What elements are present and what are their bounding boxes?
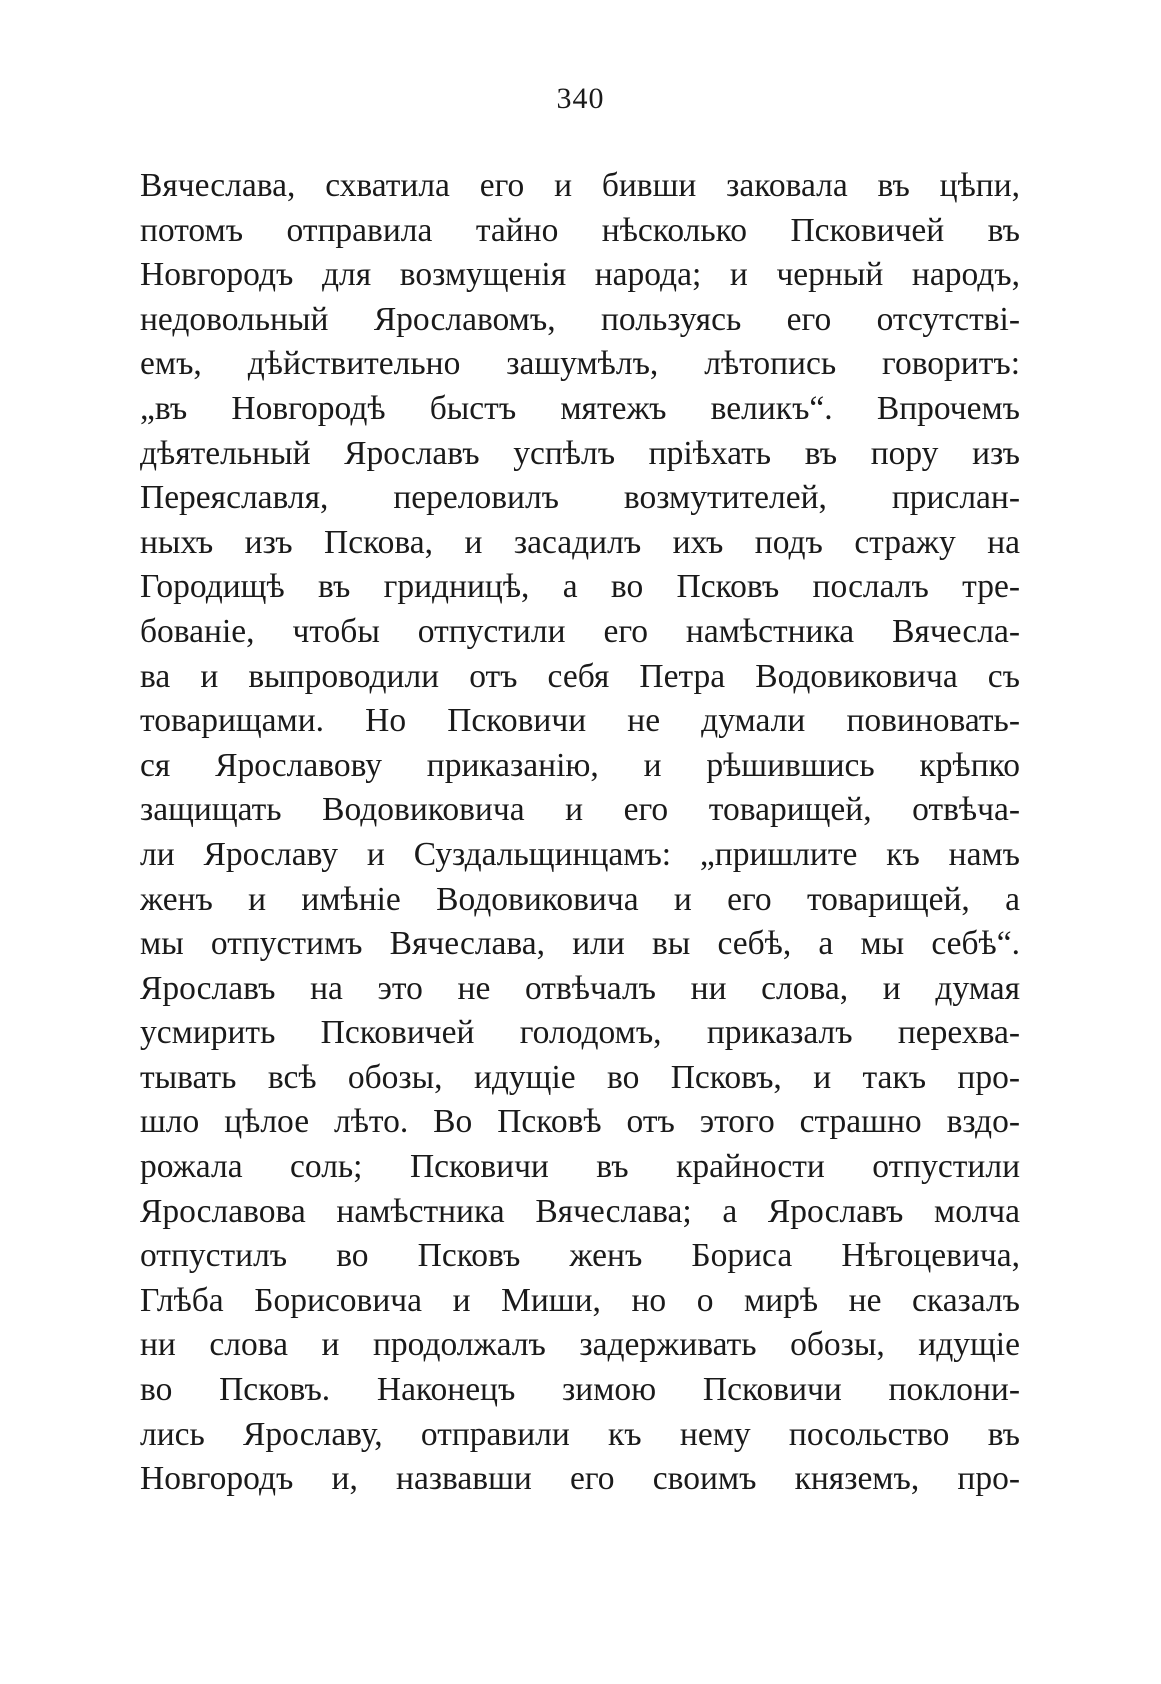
text-line: Ярославъ на это не отвѣчалъ ни слова, и думая: [140, 969, 1020, 1007]
page-number: 340: [556, 82, 605, 115]
text-line: недовольный Ярославомъ, пользуясь его отсутствi-: [140, 300, 1020, 338]
text-line: ныхъ изъ Пскова, и засадилъ ихъ подъ стражу на: [140, 523, 1020, 561]
text-line: женъ и имѣнiе Водовиковича и его товарищей, а: [140, 880, 1020, 918]
text-line: во Псковъ. Наконецъ зимою Псковичи поклони-: [140, 1371, 1020, 1409]
text-line: бованiе, чтобы отпустили его намѣстника Вячесла-: [140, 612, 1020, 650]
text-line: Городищѣ въ гридницѣ, а во Псковъ послалъ тре-: [140, 568, 1020, 606]
text-line: Глѣба Борисовича и Миши, но о мирѣ не сказалъ: [140, 1281, 1020, 1319]
text-line: потомъ отправила тайно нѣсколько Псковичей въ: [140, 211, 1020, 249]
text-line: ли Ярославу и Суздальщинцамъ: „пришлите къ намъ: [140, 835, 1020, 873]
text-line: рожала соль; Псковичи въ крайности отпустили: [140, 1148, 1020, 1186]
text-line: отпустилъ во Псковъ женъ Бориса Нѣгоцевича,: [140, 1237, 1020, 1275]
text-line: дѣятельный Ярославъ успѣлъ прiѣхать въ пору изъ: [140, 434, 1020, 472]
text-line: ни слова и продолжалъ задерживать обозы, идущiе: [140, 1326, 1020, 1364]
text-line: Вячеслава, схватила его и бивши заковала въ цѣпи,: [140, 167, 1020, 204]
text-line: защищать Водовиковича и его товарищей, отвѣча-: [140, 791, 1020, 829]
text-line: „въ Новгородѣ быстъ мятежъ великъ“. Впрочемъ: [140, 389, 1020, 427]
text-line: емъ, дѣйствительно зашумѣлъ, лѣтопись говоритъ:: [140, 345, 1020, 383]
text-line: тывать всѣ обозы, идущiе во Псковъ, и такъ про-: [140, 1058, 1020, 1096]
text-line: ва и выпроводили отъ себя Петра Водовиковича съ: [140, 657, 1020, 695]
text-line: товарищами. Но Псковичи не думали повиновать-: [140, 702, 1020, 740]
text-line: Новгородъ для возмущенія народа; и черный народъ,: [140, 256, 1020, 294]
text-line: Переяславля, переловилъ возмутителей, прислан-: [140, 479, 1020, 517]
text-line: шло цѣлое лѣто. Во Псковѣ отъ этого страшно вздо-: [140, 1103, 1020, 1141]
text-line: лись Ярославу, отправили къ нему посольство въ: [140, 1415, 1020, 1453]
text-line: Новгородъ и, назвавши его своимъ княземъ, про-: [140, 1460, 1020, 1498]
text-line: ся Ярославову приказанiю, и рѣшившись крѣпко: [140, 746, 1020, 784]
text-line: усмирить Псковичей голодомъ, приказалъ перехва-: [140, 1014, 1020, 1052]
text-line: мы отпустимъ Вячеслава, или вы себѣ, а мы себѣ“.: [140, 925, 1020, 963]
text-line: Ярославова намѣстника Вячеслава; а Ярославъ молча: [140, 1192, 1020, 1230]
body-text: [140, 164, 1020, 1502]
